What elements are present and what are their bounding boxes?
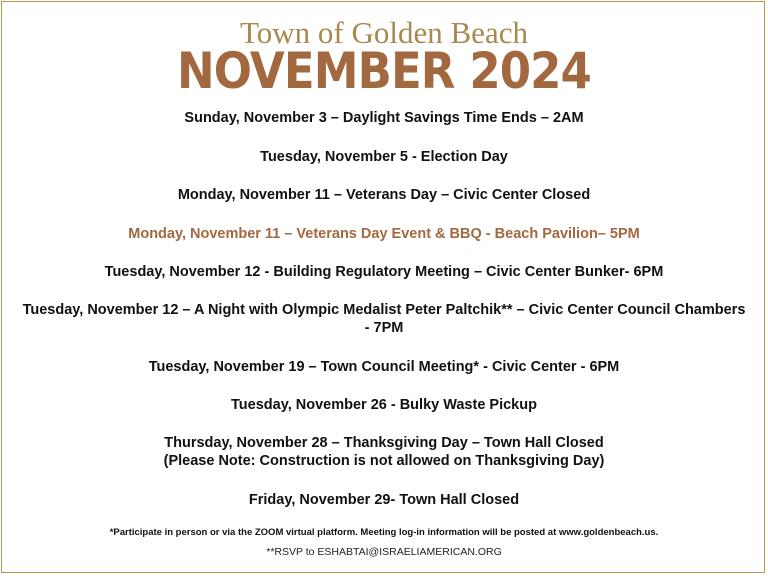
month-title: NOVEMBER 2024 <box>177 42 591 100</box>
event-veterans-day-bbq: Monday, November 11 – Veterans Day Event & BBQ - Beach Pavilion– 5PM <box>128 226 640 242</box>
event-election-day: Tuesday, November 5 - Election Day <box>260 149 508 165</box>
event-line: - 7PM <box>364 320 404 336</box>
event-line: (Please Note: Construction is not allowed on Thanksgiving Day) <box>163 453 605 469</box>
event-building-regulatory-meeting: Tuesday, November 12 - Building Regulatory Meeting – Civic Center Bunker- 6PM <box>104 264 664 280</box>
event-line: Tuesday, November 12 – A Night with Olympic Medalist Peter Paltchik** – Civic Center Council Chambers <box>22 302 746 318</box>
event-town-council-meeting: Tuesday, November 19 – Town Council Meeting* - Civic Center - 6PM <box>148 359 620 375</box>
event-veterans-day-closed: Monday, November 11 – Veterans Day – Civic Center Closed <box>177 187 591 203</box>
event-town-hall-closed: Friday, November 29- Town Hall Closed <box>248 492 520 508</box>
event-line: Thursday, November 28 – Thanksgiving Day – Town Hall Closed <box>164 435 604 451</box>
event-bulky-waste-pickup: Tuesday, November 26 - Bulky Waste Pickup <box>231 397 537 413</box>
event-olympic-medalist-night <box>0 301 768 337</box>
town-title: Town of Golden Beach <box>240 15 528 50</box>
footnote-rsvp: **RSVP to ESHABTAI@ISRAELIAMERICAN.ORG <box>266 546 502 558</box>
footnote-zoom: *Participate in person or via the ZOOM virtual platform. Meeting log-in information will be posted at www.goldenbeach.us. <box>109 527 659 538</box>
event-daylight-savings: Sunday, November 3 – Daylight Savings Time Ends – 2AM <box>184 110 584 126</box>
event-thanksgiving-day <box>0 434 768 470</box>
